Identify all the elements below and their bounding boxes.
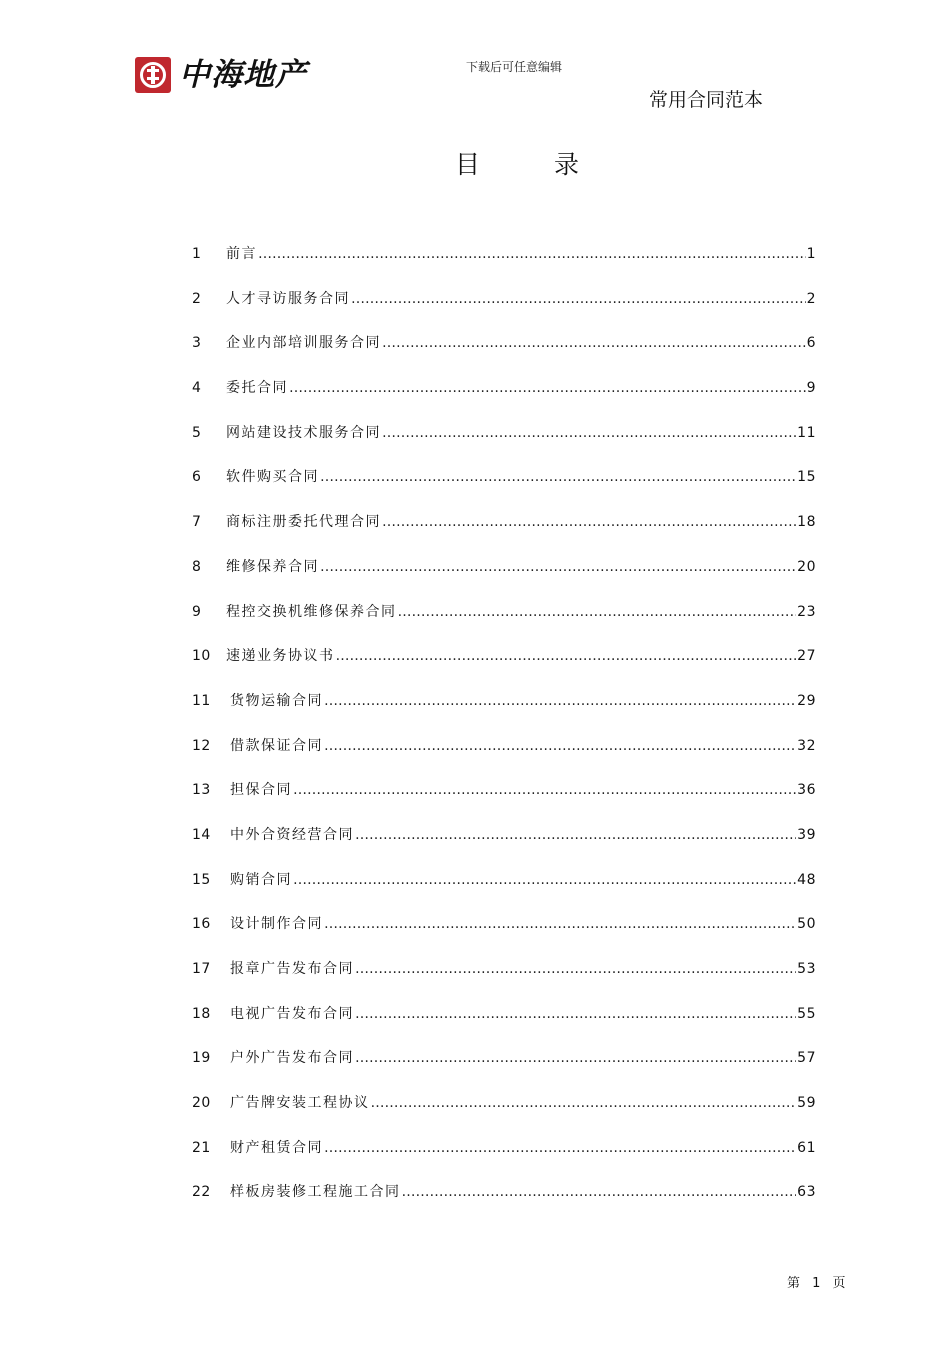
toc-item-number: 15 [192,871,211,888]
toc-item-page: 50 [797,916,816,933]
toc-leader-dots [293,780,796,800]
toc-item-number: 17 [192,961,211,977]
toc-leader-dots [351,289,806,309]
toc-leader-dots [371,1093,797,1113]
toc-leader-dots [382,512,796,532]
toc-item-number: 1 [192,246,202,262]
toc-item-number: 9 [192,603,202,620]
toc-item[interactable] [192,557,816,602]
toc-item-label: 设计制作合同 [230,916,323,933]
toc-item-page: 32 [797,737,816,754]
toc-item-number: 20 [192,1095,211,1112]
toc-item-label: 广告牌安装工程协议 [230,1095,370,1112]
toc-item-label: 维修保养合同 [226,558,319,575]
toc-title [455,145,579,181]
toc-item-page: 23 [797,603,816,620]
toc-item-number: 5 [192,424,202,441]
toc-item-page: 6 [806,335,816,352]
toc-leader-dots [324,736,796,756]
toc-item-page: 15 [797,469,816,486]
toc-item[interactable] [192,870,816,915]
toc-item-number: 2 [192,290,202,307]
toc-item[interactable] [192,289,816,334]
toc-item-number: 21 [192,1139,211,1156]
toc-item-label: 前言 [226,246,257,262]
toc-item-page: 55 [797,1005,816,1022]
toc-leader-dots [398,602,797,622]
toc-item-page: 59 [797,1095,816,1112]
toc-item-number: 8 [192,558,202,575]
toc-item-number: 19 [192,1050,211,1067]
toc-item-label: 企业内部培训服务合同 [226,335,381,352]
toc-item-number: 6 [192,469,202,486]
toc-item-number: 13 [192,782,211,799]
logo-emblem-icon [135,57,171,93]
toc-leader-dots [355,1048,796,1068]
toc-item-page: 36 [797,782,816,799]
toc-item[interactable] [192,244,816,289]
toc-leader-dots [355,959,796,979]
toc-item-label: 货物运输合同 [230,692,323,709]
toc-leader-dots [320,557,796,577]
toc-item-label: 程控交换机维修保养合同 [226,603,397,620]
toc-item-page: 57 [797,1050,816,1067]
toc-leader-dots [258,244,806,264]
toc-item-page: 1 [806,246,816,262]
toc-item[interactable] [192,1048,816,1093]
toc-item-label: 担保合同 [230,782,292,799]
toc-item-page: 27 [797,648,816,665]
toc-item[interactable] [192,1004,816,1049]
toc-item-number: 14 [192,826,211,843]
toc-item-label: 购销合同 [230,871,292,888]
toc-leader-dots [355,825,796,845]
toc-leader-dots [336,646,797,666]
toc-item-page: 2 [806,290,816,307]
toc-item-label: 户外广告发布合同 [230,1050,354,1067]
toc-leader-dots [382,423,796,443]
toc-item-page: 18 [797,514,816,531]
toc-item-label: 商标注册委托代理合同 [226,514,381,531]
toc-item-page: 61 [797,1139,816,1156]
toc-leader-dots [324,1138,796,1158]
toc-item[interactable] [192,1138,816,1183]
toc-item-number: 12 [192,737,211,754]
toc-item[interactable] [192,512,816,557]
toc-item-number: 18 [192,1005,211,1022]
toc-leader-dots [355,1004,796,1024]
toc-leader-dots [320,467,796,487]
toc-item[interactable] [192,914,816,959]
toc-item-page: 29 [797,692,816,709]
toc-item-label: 报章广告发布合同 [230,961,354,977]
toc-leader-dots [324,691,796,711]
toc-item-label: 财产租赁合同 [230,1139,323,1156]
toc-item-label: 中外合资经营合同 [230,826,354,843]
toc-item-label: 电视广告发布合同 [230,1005,354,1022]
toc-item-page: 63 [797,1184,816,1201]
toc-item-page: 48 [797,871,816,888]
toc-item-label: 速递业务协议书 [226,648,335,665]
toc-item[interactable] [192,780,816,825]
toc-title-part1: 目 [455,150,481,179]
toc-item[interactable] [192,467,816,512]
toc-item[interactable] [192,825,816,870]
toc-item[interactable] [192,646,816,691]
toc-item-number: 11 [192,692,211,709]
toc-item-page: 53 [797,961,816,977]
toc-item-page: 39 [797,826,816,843]
download-note: 下载后可任意编辑 [466,60,563,74]
toc-item[interactable] [192,691,816,736]
toc-leader-dots [289,378,806,398]
toc-item-label: 借款保证合同 [230,737,323,754]
toc-item[interactable] [192,1182,816,1227]
toc-item-label: 样板房装修工程施工合同 [230,1184,401,1201]
toc-item-number: 10 [192,648,211,665]
toc-item[interactable] [192,378,816,423]
toc-item-label: 委托合同 [226,380,288,397]
page-number-footer: 第 1 页 [787,1276,846,1291]
toc-item[interactable] [192,333,816,378]
toc-item-number: 7 [192,514,202,531]
toc-item[interactable] [192,602,816,647]
toc-leader-dots [402,1182,797,1202]
toc-item[interactable] [192,423,816,468]
toc-item[interactable] [192,959,816,1004]
toc-item-label: 软件购买合同 [226,469,319,486]
company-logo [135,56,307,94]
toc-item[interactable] [192,736,816,781]
toc-item-number: 4 [192,380,202,397]
toc-item-page: 9 [806,380,816,397]
toc-item-number: 22 [192,1184,211,1201]
toc-item-number: 3 [192,335,202,352]
toc-item-number: 16 [192,916,211,933]
toc-leader-dots [382,333,806,353]
toc-item-label: 网站建设技术服务合同 [226,424,381,441]
toc-item-page: 11 [797,424,816,441]
toc-item[interactable] [192,1093,816,1138]
toc-leader-dots [293,870,796,890]
series-title: 常用合同范本 [649,89,764,111]
toc-item-label: 人才寻访服务合同 [226,290,350,307]
table-of-contents [192,244,816,1227]
logo-text: 中海地产 [179,57,307,93]
toc-title-part2: 录 [554,150,580,179]
toc-leader-dots [324,914,796,934]
toc-item-page: 20 [797,558,816,575]
